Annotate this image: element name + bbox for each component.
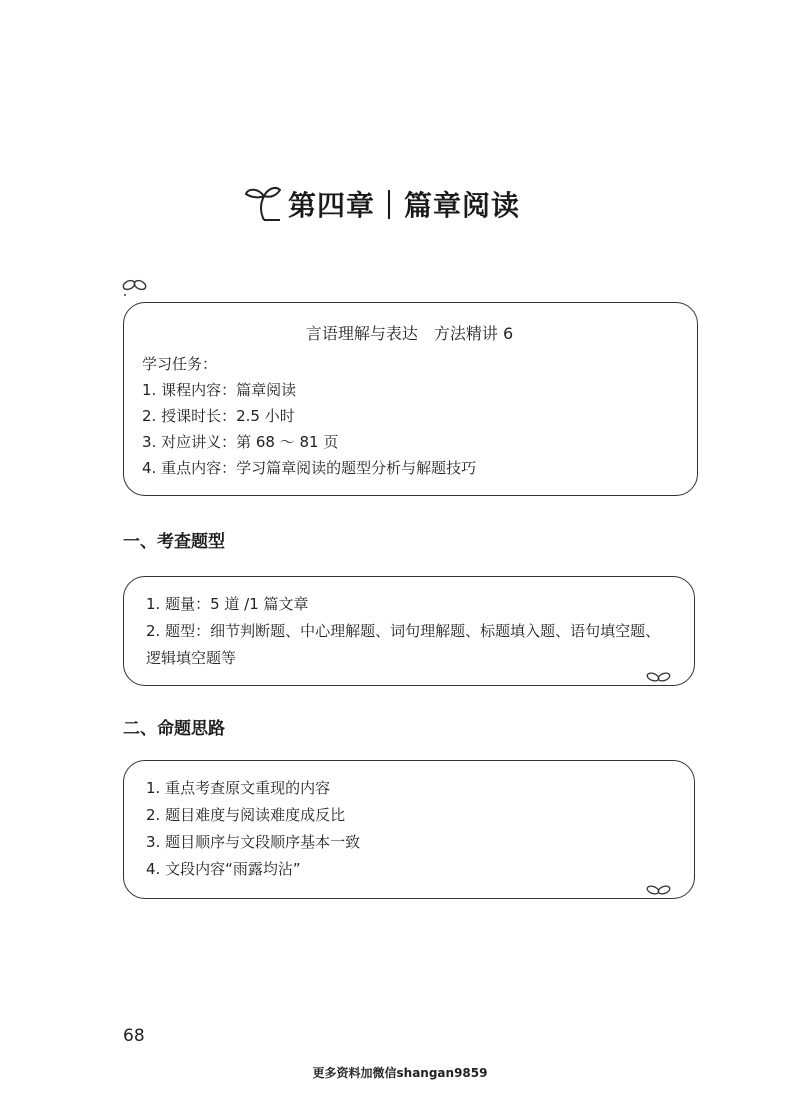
learning-task-box [123, 302, 698, 496]
list-item: 2. 授课时长：2.5 小时 [142, 407, 295, 425]
sprout-icon [240, 182, 284, 226]
section-heading-question-design: 二、命题思路 [123, 719, 225, 739]
task-box-label: 学习任务： [142, 355, 218, 373]
task-box-heading: 言语理解与表达 方法精讲 6 [305, 324, 514, 343]
chapter-title [240, 178, 560, 230]
question-design-box [123, 760, 695, 899]
list-item: 2. 题型：细节判断题、中心理解题、词句理解题、标题填入题、语句填空题、逻辑填空题等 [146, 622, 661, 667]
chapter-title-text: 第四章｜篇章阅读 [288, 189, 521, 222]
list-item: 2. 题目难度与阅读难度成反比 [146, 806, 346, 824]
leaf-ornament-icon [646, 670, 672, 684]
list-item: 1. 题量：5 道 /1 篇文章 [146, 595, 309, 613]
list-item: 4. 重点内容：学习篇章阅读的题型分析与解题技巧 [142, 459, 477, 477]
section-heading-question-types: 一、考查题型 [123, 532, 225, 552]
leaf-ornament-icon [646, 883, 672, 897]
page-number: 68 [123, 1026, 145, 1046]
list-item: 4. 文段内容“雨露均沾” [146, 860, 301, 878]
list-item: 3. 题目顺序与文段顺序基本一致 [146, 833, 361, 851]
question-types-box [123, 576, 695, 686]
list-item: 1. 重点考查原文重现的内容 [146, 779, 331, 797]
footer-note: 更多资料加微信shangan9859 [312, 1066, 488, 1080]
list-item: 3. 对应讲义：第 68 ～ 81 页 [142, 433, 339, 451]
list-item: 1. 课程内容：篇章阅读 [142, 381, 297, 399]
leaf-ornament-icon [121, 276, 151, 296]
